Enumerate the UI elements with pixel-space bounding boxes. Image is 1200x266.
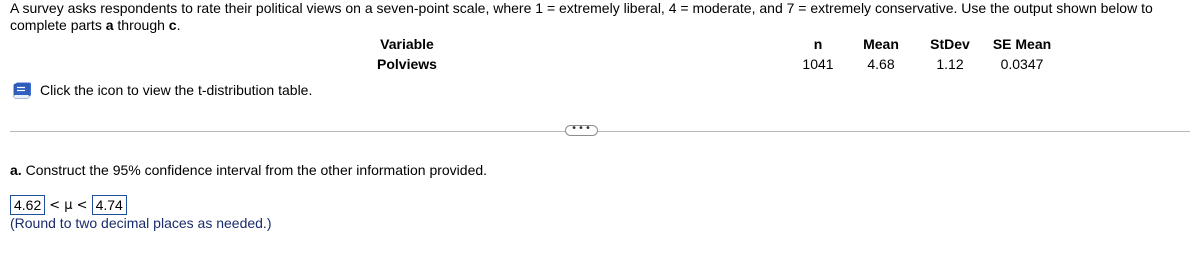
section-divider	[10, 131, 1190, 132]
question-intro: A survey asks respondents to rate their political views on a seven-point scale, where 1 = extremely liberal, 4 = moderate, and 7 = extremely conservative. Use the output shown below to complete parts	[10, 0, 1153, 33]
cell-stdev: 1.12	[936, 56, 964, 72]
part-a-prompt	[10, 162, 487, 178]
cell-spacer	[454, 54, 790, 74]
cell-se-mean: 0.0347	[1000, 56, 1044, 72]
question-part-a-ref: a	[105, 17, 114, 33]
ellipsis-icon: •••	[571, 122, 592, 134]
header-n: n	[813, 36, 823, 52]
expand-more-button[interactable]	[565, 122, 598, 136]
lower-bound-input[interactable]: 4.62	[10, 195, 45, 215]
table-row	[360, 54, 1060, 74]
table-header-row	[360, 34, 1060, 54]
rounding-hint: (Round to two decimal places as needed.)	[10, 215, 272, 231]
confidence-interval-answer	[10, 195, 127, 215]
book-icon[interactable]	[13, 82, 32, 99]
t-table-link-row	[13, 81, 312, 99]
cell-variable: Polviews	[377, 56, 437, 72]
header-variable: Variable	[380, 36, 434, 52]
part-a-label: a.	[10, 162, 22, 178]
cell-mean: 4.68	[867, 56, 895, 72]
header-stdev: StDev	[930, 36, 970, 52]
question-part-c-ref: c	[168, 17, 177, 33]
summary-output-table	[360, 34, 1060, 74]
question-through: through	[113, 17, 169, 33]
header-se-mean: SE Mean	[992, 36, 1052, 52]
part-a-text: Construct the 95% confidence interval from the other information provided.	[21, 162, 488, 178]
question-text	[10, 0, 1190, 34]
header-spacer	[454, 34, 790, 54]
question-period: .	[176, 17, 181, 33]
upper-bound-input[interactable]: 4.74	[92, 195, 127, 215]
header-mean: Mean	[863, 36, 899, 52]
cell-n: 1041	[802, 56, 834, 72]
mu-inequality: < μ <	[49, 197, 88, 213]
t-table-link-text: Click the icon to view the t-distribution table.	[40, 82, 313, 98]
